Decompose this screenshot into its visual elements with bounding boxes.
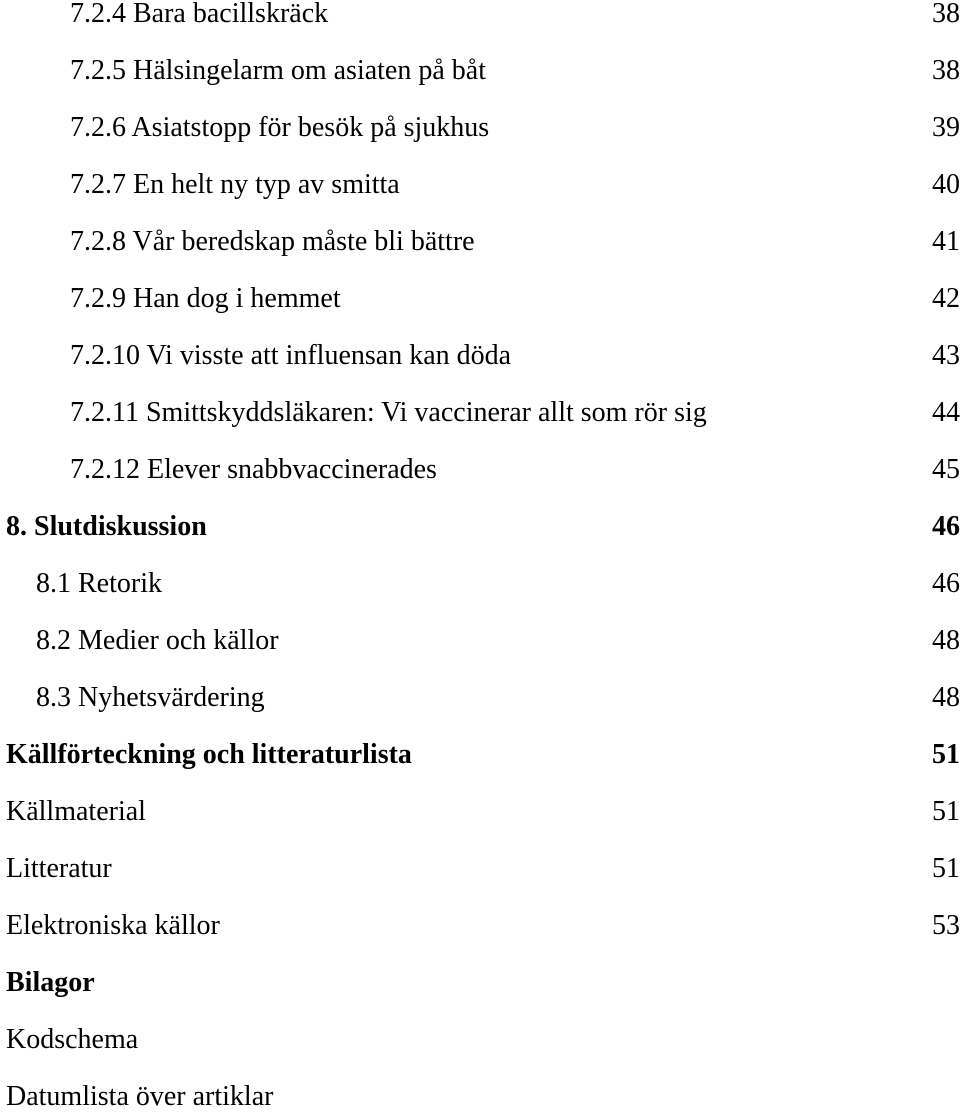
- toc-entry: [6, 735, 960, 775]
- toc-entry: [6, 906, 960, 946]
- toc-entry: [70, 222, 960, 262]
- toc-entry-title: 8.3 Nyhetsvärdering: [36, 682, 265, 713]
- toc-entry-title: Litteratur: [6, 853, 112, 884]
- toc-entry-page: 43: [932, 340, 960, 371]
- toc-entry: [6, 849, 960, 889]
- toc-entry-title: Källmaterial: [6, 796, 146, 827]
- toc-entry-page: 48: [932, 625, 960, 656]
- toc-entry: [70, 279, 960, 319]
- toc-entry: [70, 393, 960, 433]
- toc-entry-page: 48: [932, 682, 960, 713]
- toc-entry-title: Datumlista över artiklar: [6, 1081, 274, 1112]
- toc-entry-page: 41: [932, 226, 960, 257]
- toc-entry-title: 8. Slutdiskussion: [6, 511, 207, 542]
- toc-entry: [70, 0, 960, 34]
- toc-entry: [6, 1020, 960, 1060]
- toc-entry: [6, 792, 960, 832]
- toc-entry-page: 38: [932, 0, 960, 29]
- toc-entry: [36, 564, 960, 604]
- toc-entry-page: 53: [932, 910, 960, 941]
- toc-entry-title: Källförteckning och litteraturlista: [6, 739, 412, 770]
- toc-entry-page: 51: [932, 853, 960, 884]
- toc-entry-page: 51: [932, 739, 960, 770]
- toc-entry: [6, 1077, 960, 1117]
- toc-entry: [6, 963, 960, 1003]
- toc-entry-title: 7.2.9 Han dog i hemmet: [70, 283, 341, 314]
- toc-entry-title: 7.2.11 Smittskyddsläkaren: Vi vaccinerar allt som rör sig: [70, 397, 707, 428]
- toc-entry: [70, 165, 960, 205]
- toc-entry: [70, 51, 960, 91]
- toc-entry-title: Bilagor: [6, 967, 95, 998]
- toc-entry-title: 7.2.10 Vi visste att influensan kan döda: [70, 340, 512, 371]
- toc-entry-page: 46: [932, 568, 960, 599]
- toc-entry: [36, 621, 960, 661]
- toc-entry-page: 38: [932, 55, 960, 86]
- toc-entry-page: 46: [932, 511, 960, 542]
- toc-entry-page: 44: [932, 397, 960, 428]
- toc-entry-page: 45: [932, 454, 960, 485]
- toc-entry: [70, 336, 960, 376]
- toc-entry-page: 40: [932, 169, 960, 200]
- toc-entry-title: Elektroniska källor: [6, 910, 220, 941]
- toc-entry-title: 7.2.6 Asiatstopp för besök på sjukhus: [70, 112, 490, 143]
- toc-entry-title: Kodschema: [6, 1024, 139, 1055]
- toc-entry-title: 7.2.8 Vår beredskap måste bli bättre: [70, 226, 475, 257]
- toc-entry-title: 7.2.7 En helt ny typ av smitta: [70, 169, 400, 200]
- toc-entry-page: 39: [932, 112, 960, 143]
- toc-entry-title: 8.1 Retorik: [36, 568, 162, 599]
- toc-entry: [70, 108, 960, 148]
- toc-entry: [6, 507, 960, 547]
- toc-entry-page: 51: [932, 796, 960, 827]
- toc-entry-title: 7.2.5 Hälsingelarm om asiaten på båt: [70, 55, 486, 86]
- toc-entry-title: 8.2 Medier och källor: [36, 625, 279, 656]
- toc-entry-page: 42: [932, 283, 960, 314]
- toc-entry: [36, 678, 960, 718]
- toc-entry: [70, 450, 960, 490]
- toc-entry-title: 7.2.12 Elever snabbvaccinerades: [70, 454, 437, 485]
- toc-entry-title: 7.2.4 Bara bacillskräck: [70, 0, 329, 29]
